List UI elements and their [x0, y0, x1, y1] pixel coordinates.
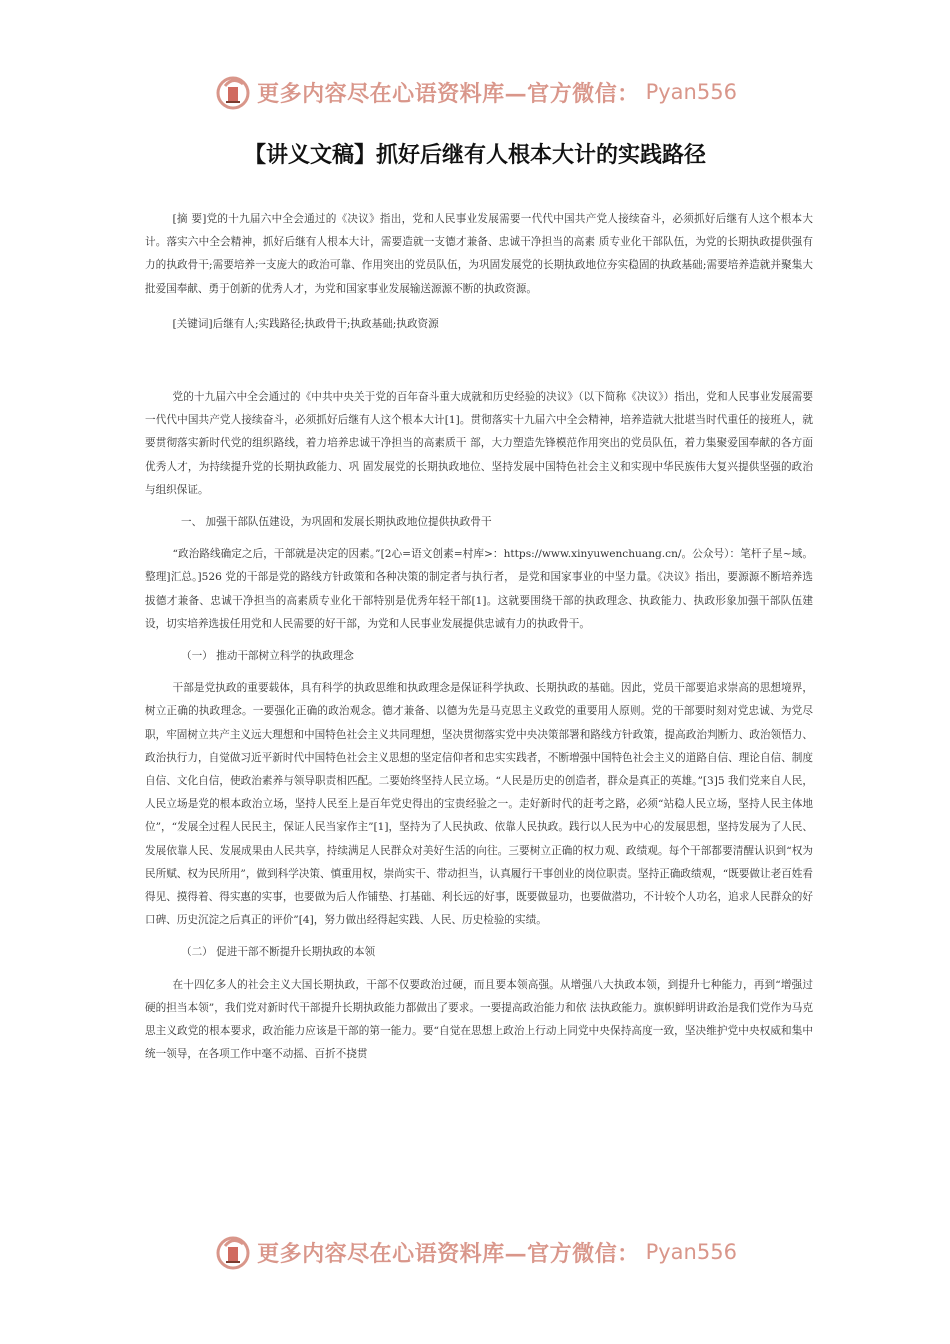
logo-icon	[213, 72, 253, 112]
banner-text: 更多内容尽在心语资料库—官方微信：	[257, 80, 640, 107]
section-heading-1: 一、 加强干部队伍建设，为巩固和发展长期执政地位提供执政骨干	[181, 516, 492, 529]
subsection-heading-2: （二） 促进干部不断提升长期执政的本领	[181, 946, 376, 959]
intro-paragraph: 党的十九届六中全会通过的《中共中央关于党的百年奋斗重大成就和历史经验的决议》（以下简称《决议》）指出，党和人民事业发展需要一代代中国共产党人接续奋斗，必须抓好后继有人这个根本大计[1]。贯彻落实十九届六中全会精神，培养造就大批堪当时代重任的接班人，就要贯彻落实新时代党的组织路线，着力培养忠诚干净担当的高素质干 部，大力塑造先锋模范作用突出的党员队伍，着力集聚爱国奉献的各方面优秀人才，为持续提升党的长期执政能力、巩 固发展党的长期执政地位、坚持发展中国特色社会主义和实现中华民族伟大复兴提供坚强的政治与组织保证。	[145, 391, 813, 496]
banner-wechat-id: Pyan556	[645, 80, 737, 104]
banner-text: 更多内容尽在心语资料库—官方微信：	[257, 1240, 640, 1267]
subsection-2-paragraph: 在十四亿多人的社会主义大国长期执政，干部不仅要政治过硬，而且要本领高强。从增强八大执政本领，到提升七种能力，再到“增强过硬的担当本领”，我们党对新时代干部提升长期执政能力都做出了要求。一要提高政治能力和依 法执政能力。旗帜鲜明讲政治是我们党作为马克思主义政党的根本要求，政治能力应该是干部的第一能力。要“自觉在思想上政治上行动上同党中央保持高度一致，坚决维护党中央权威和集中统一领导，在各项工作中毫不动摇、百折不挠贯	[145, 978, 813, 1061]
keywords-paragraph: [关键词]后继有人;实践路径;执政骨干;执政基础;执政资源	[172, 317, 439, 330]
subsection-heading-1: （一） 推动干部树立科学的执政理念	[181, 650, 354, 663]
section-1-paragraph: “政治路线确定之后，干部就是决定的因素。”[2心=语文创素=村库>：https://www.xinyuwenchuang.cn/。公众号）：笔杆子星~域。整理]汇总。]526 党的干部是党的路线方针政策和各种决策的制定者与执行者， 是党和国家事业的中坚力量。《决议》指出，要源源不断培养选拔德才兼备、忠诚干净担当的高素质专业化干部特别是优秀年轻干部[1]。这就要围绕干部的执政理念、执政能力、执政形象加强干部队伍建设，切实培养选拔任用党和人民需要的好干部，为党和人民事业发展提供忠诚有力的执政骨干。	[145, 548, 813, 630]
watermark-banner-bottom	[0, 1232, 950, 1272]
document-body	[145, 208, 813, 1067]
logo-icon	[213, 1232, 253, 1272]
watermark-banner-top	[0, 72, 950, 112]
page-title: 【讲义文稿】抓好后继有人根本大计的实践路径	[243, 143, 706, 168]
banner-wechat-id: Pyan556	[645, 1240, 737, 1264]
abstract-paragraph: [摘 要]党的十九届六中全会通过的《决议》指出，党和人民事业发展需要一代代中国共产党人接续奋斗，必须抓好后继有人这个根本大计。落实六中全会精神，抓好后继有人根本大计，需要造就一支德才兼备、忠诚干净担当的高素 质专业化干部队伍，为党的长期执政提供强有力的执政骨干;需要培养一支庞大的政治可靠、作用突出的党员队伍，为巩固发展党的长期执政地位夯实稳固的执政基础;需要培养造就并聚集大批爱国奉献、勇于创新的优秀人才，为党和国家事业发展输送源源不断的执政资源。	[145, 213, 813, 295]
subsection-1-paragraph: 干部是党执政的重要载体，具有科学的执政思维和执政理念是保证科学执政、长期执政的基础。因此，党员干部要追求崇高的思想境界，树立正确的执政理念。一要强化正确的政治观念。德才兼备、以德为先是马克思主义政党的重要用人原则。党的干部要时刻对党忠诚、为党尽职，牢固树立共产主义远大理想和中国特色社会主义共同理想，坚决贯彻落实党中央决策部署和路线方针政策，提高政治判断力、政治领悟力、政治执行力，自觉做习近平新时代中国特色社会主义思想的坚定信仰者和忠实实践者，不断增强中国特色社会主义的道路自信、理论自信、制度自信、文化自信，使政治素养与领导职责相匹配。二要始终坚持人民立场。“人民是历史的创造者，群众是真正的英雄。”[3]5 我们党来自人民，人民立场是党的根本政治立场，坚持人民至上是百年党史得出的宝贵经验之一。走好新时代的赶考之路，必须“站稳人民立场，坚持人民主体地位”，“发展全过程人民民主，保证人民当家作主”[1]，坚持为了人民执政、依靠人民执政。践行以人民为中心的发展思想，坚持发展为了人民、发展依靠人民、发展成果由人民共享，持续满足人民群众对美好生活的向往。三要树立正确的权力观、政绩观。每个干部都要清醒认识到“权为民所赋、权为民所用”，做到科学决策、慎重用权，崇尚实干、带动担当，认真履行干事创业的岗位职责。坚持正确政绩观，“既要做让老百姓看得见、摸得着、得实惠的实事，也要做为后人作铺垫、打基础、利长远的好事，既要做显功，也要做潜功，不计较个人功名，追求人民群众的好口碑、历史沉淀之后真正的评价”[4]，努力做出经得起实践、人民、历史检验的实绩。	[145, 682, 813, 927]
